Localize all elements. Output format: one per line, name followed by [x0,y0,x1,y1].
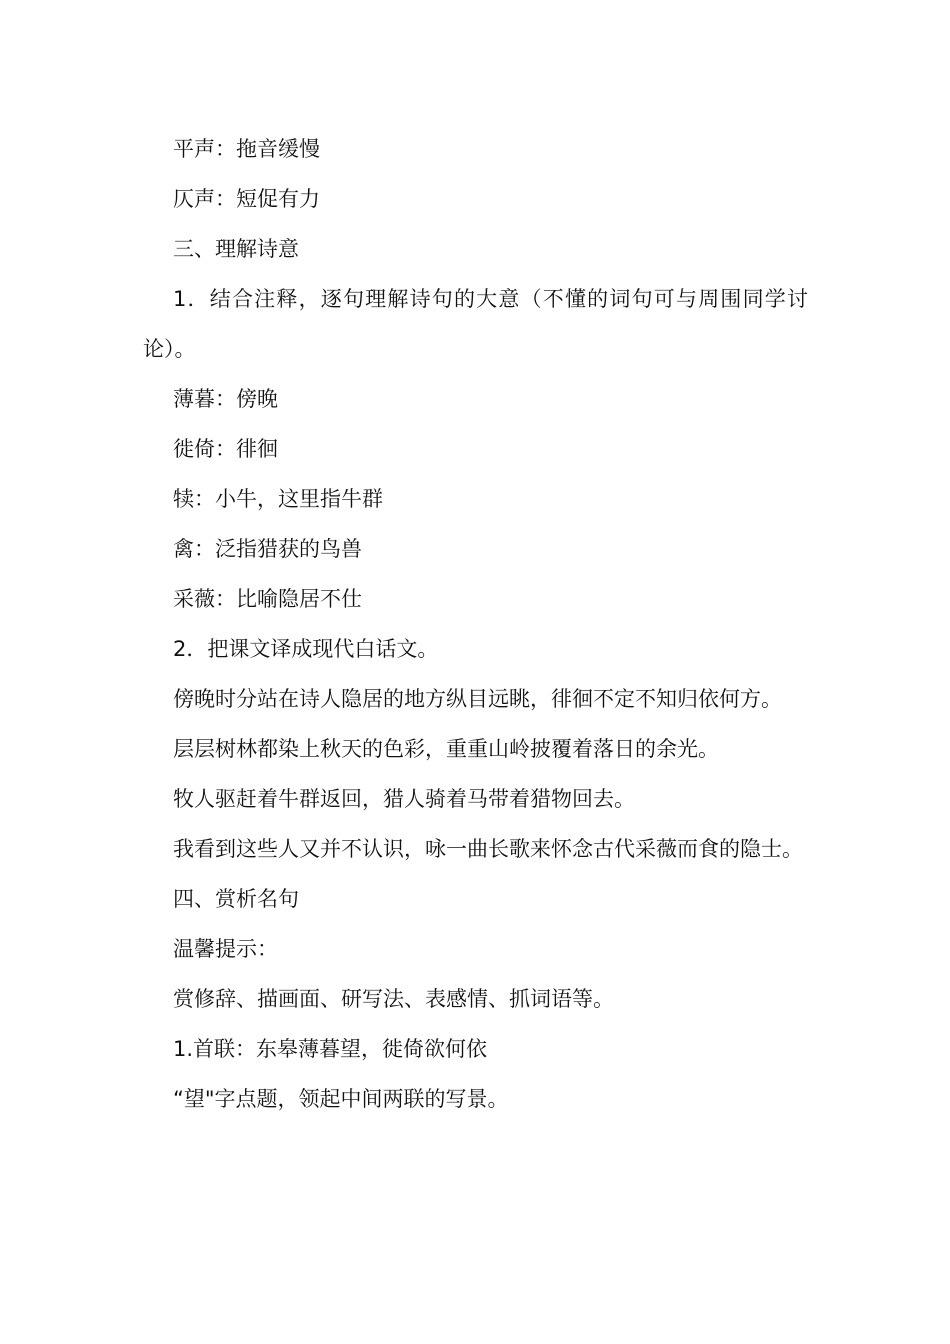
couplet-first: 1.首联：东皋薄暮望，徙倚欲何依 [173,1037,488,1061]
paragraph-level-tone: 平声：拖音缓慢 [173,137,320,161]
gloss-qin: 禽：泛指猎获的鸟兽 [173,537,362,561]
gloss-caiwei: 采薇：比喻隐居不仕 [173,587,362,611]
section-heading-appreciate: 四、赏析名句 [173,887,299,911]
gloss-xiyi: 徙倚：徘徊 [173,437,278,461]
document-body [143,124,808,1124]
paragraph-task-2: 2．把课文译成现代白话文。 [173,637,439,661]
paragraph-oblique-tone: 仄声：短促有力 [173,187,320,211]
paragraph-task-1: 1．结合注释，逐句理解诗句的大意（不懂的词句可与周围同学讨论）。 [143,287,808,361]
tip-label: 温馨提示： [173,937,278,961]
translation-line-2: 层层树林都染上秋天的色彩，重重山岭披覆着落日的余光。 [173,737,719,761]
gloss-du: 犊：小牛，这里指牛群 [173,487,383,511]
gloss-bomu: 薄暮：傍晚 [173,387,278,411]
section-heading-understand-poem: 三、理解诗意 [173,237,299,261]
translation-line-4: 我看到这些人又并不认识，咏一曲长歌来怀念古代采薇而食的隐士。 [173,837,803,861]
translation-line-3: 牧人驱赶着牛群返回，猎人骑着马带着猎物回去。 [173,787,635,811]
translation-line-1: 傍晚时分站在诗人隐居的地方纵目远眺，徘徊不定不知归依何方。 [173,687,782,711]
tip-content: 赏修辞、描画面、研写法、表感情、抓词语等。 [173,987,614,1011]
couplet-first-note: “望"字点题，领起中间两联的写景。 [173,1087,509,1111]
